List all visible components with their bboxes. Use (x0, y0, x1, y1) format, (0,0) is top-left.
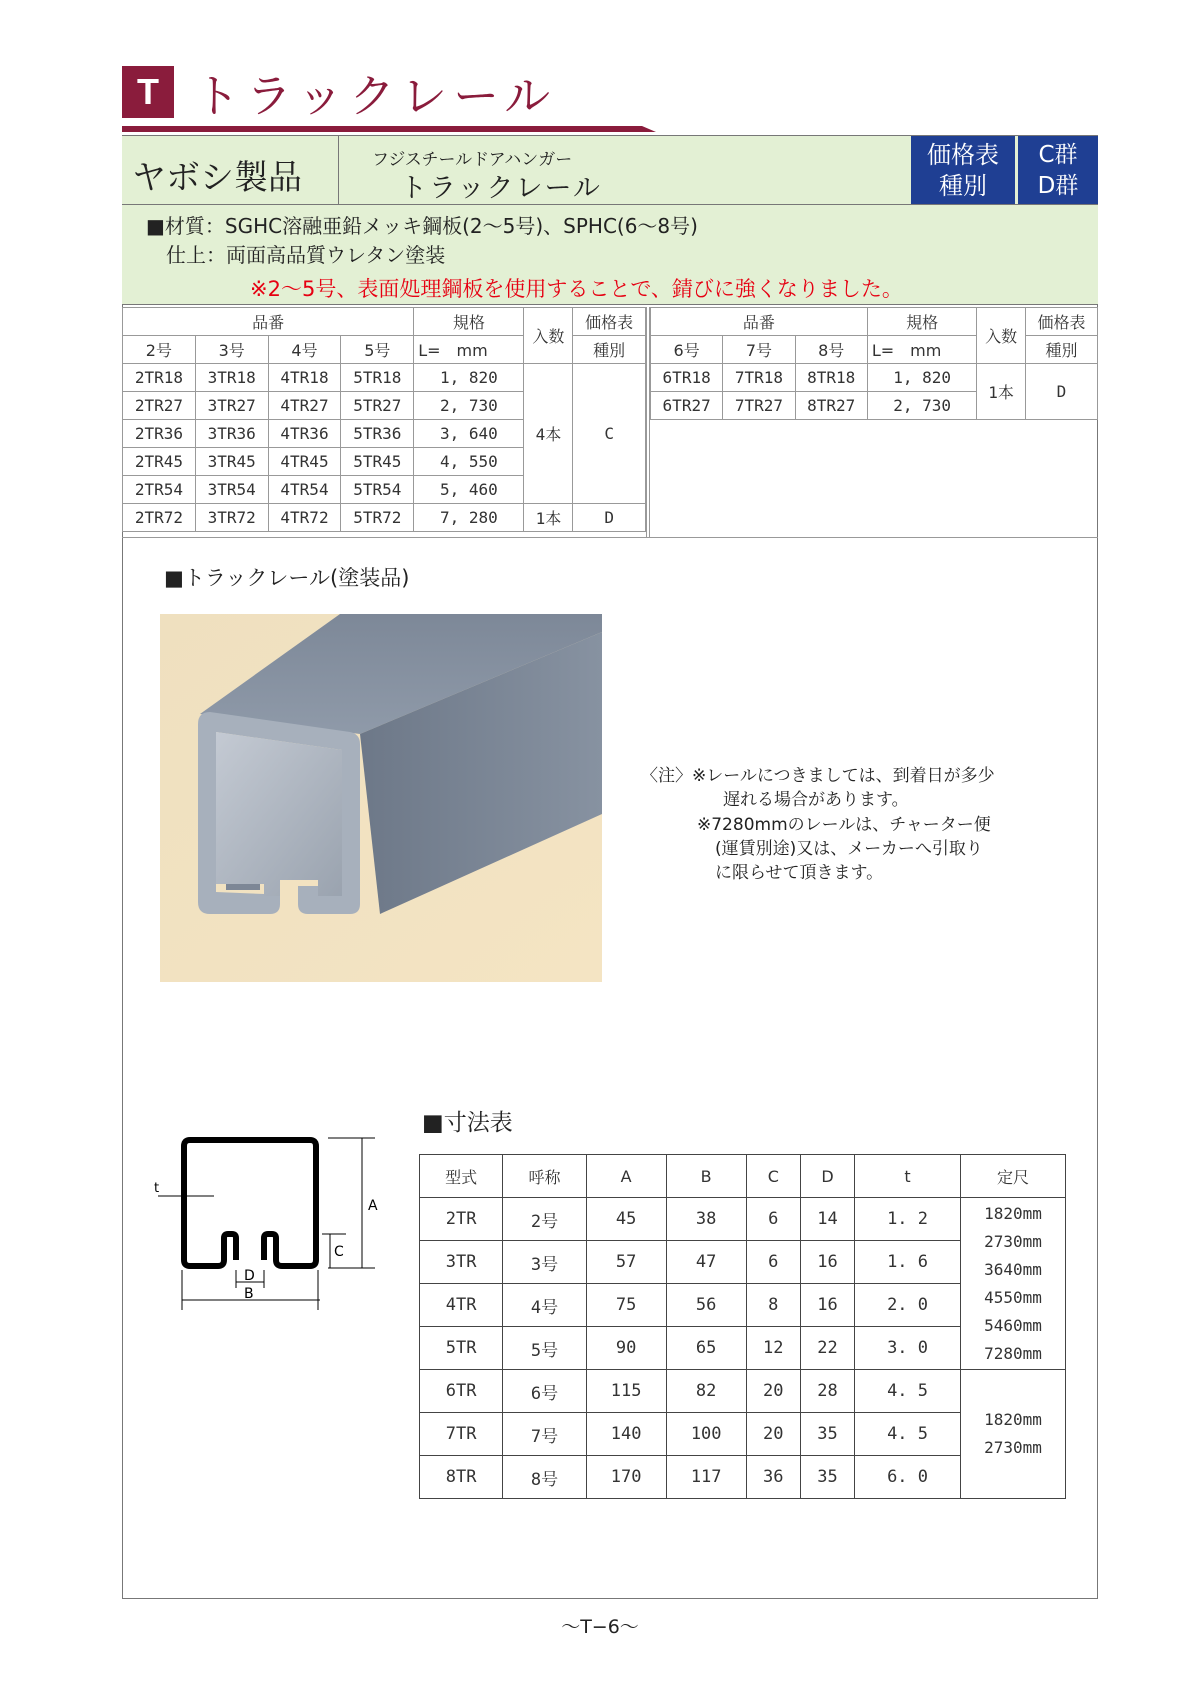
cell: 90 (586, 1327, 666, 1370)
price-label-line1: 価格表 (927, 141, 999, 169)
header-irisu: 入数 (977, 308, 1026, 364)
price-groups (1018, 136, 1098, 204)
price-group-c: C群 (1038, 142, 1078, 168)
qty-cell: 4本 (524, 364, 573, 504)
cell: 6 (746, 1241, 800, 1284)
header-kikaku: 規格 (867, 308, 977, 336)
header-price2: 種別 (1025, 336, 1097, 364)
cell: 20 (746, 1413, 800, 1456)
cell: 47 (666, 1241, 746, 1284)
cell: 6TR27 (651, 392, 723, 420)
note-line: 〈注〉※レールにつきましては、到着日が多少 (641, 766, 995, 786)
label-c: C (334, 1244, 344, 1260)
col-header: C (746, 1155, 800, 1198)
note-line: ※7280mmのレールは、チャーター便 (697, 815, 991, 835)
label-a: A (368, 1198, 378, 1214)
header-size: 5号 (341, 336, 414, 364)
length-value: 3640mm (984, 1259, 1042, 1279)
track-rail-photo (160, 614, 602, 982)
header-length: L= mm (414, 336, 524, 364)
cell: 35 (800, 1413, 854, 1456)
price-cell: C (573, 364, 646, 504)
price-label-line2: 種別 (939, 172, 987, 200)
cell: 2, 730 (867, 392, 977, 420)
product-subtitle: フジスチールドアハンガー (372, 150, 573, 170)
cell: 16 (800, 1284, 854, 1327)
cell: 100 (666, 1413, 746, 1456)
cell: 3TR18 (195, 364, 268, 392)
cell: 3. 0 (855, 1327, 961, 1370)
dimension-table (419, 1154, 1066, 1499)
material-note: ※2〜5号、表面処理鋼板を使用することで、錆びに強くなりました。 (250, 277, 903, 301)
cell: 2号 (503, 1198, 586, 1241)
qty-cell: 1本 (977, 364, 1026, 420)
col-header: A (586, 1155, 666, 1198)
standard-lengths-cell (961, 1370, 1066, 1499)
cell: 4TR54 (268, 476, 341, 504)
title-underline (122, 126, 642, 132)
cell: 5, 460 (414, 476, 524, 504)
cell: 4TR27 (268, 392, 341, 420)
finish-line: 仕上：両面高品質ウレタン塗装 (166, 243, 446, 267)
note-line: 遅れる場合があります。 (723, 790, 909, 810)
cell: 16 (800, 1241, 854, 1284)
header-price1: 価格表 (573, 308, 646, 336)
cell: 6号 (503, 1370, 586, 1413)
header-size: 3号 (195, 336, 268, 364)
cell: 56 (666, 1284, 746, 1327)
maker-name: ヤボシ製品 (132, 158, 302, 198)
cell: 5TR45 (341, 448, 414, 476)
cell: 36 (746, 1456, 800, 1499)
cell: 4. 5 (855, 1370, 961, 1413)
cell: 2. 0 (855, 1284, 961, 1327)
cell: 35 (800, 1456, 854, 1499)
header-size: 8号 (795, 336, 867, 364)
cell: 75 (586, 1284, 666, 1327)
cell: 57 (586, 1241, 666, 1284)
cell: 14 (800, 1198, 854, 1241)
photo-heading: ■トラックレール(塗装品) (164, 566, 410, 590)
header-price2: 種別 (573, 336, 646, 364)
table-bottom-line (122, 537, 1098, 538)
cell: 4TR36 (268, 420, 341, 448)
cell: 4. 5 (855, 1413, 961, 1456)
cell: 2TR72 (123, 504, 196, 532)
cell: 2, 730 (414, 392, 524, 420)
cell: 82 (666, 1370, 746, 1413)
price-type-label (911, 136, 1015, 204)
label-b: B (244, 1286, 254, 1302)
cell: 65 (666, 1327, 746, 1370)
section-badge: T (122, 66, 174, 118)
cell: 4TR18 (268, 364, 341, 392)
material-line: ■材質：SGHC溶融亜鉛メッキ鋼板(2〜5号)、SPHC(6〜8号) (146, 214, 698, 238)
cell: 12 (746, 1327, 800, 1370)
cell: 170 (586, 1456, 666, 1499)
cell: 4, 550 (414, 448, 524, 476)
header-kikaku: 規格 (414, 308, 524, 336)
cell: 6TR18 (651, 364, 723, 392)
cell: 6 (746, 1198, 800, 1241)
price-cell: D (573, 504, 646, 532)
cell: 8 (746, 1284, 800, 1327)
cell: 3TR72 (195, 504, 268, 532)
col-header: 型式 (420, 1155, 503, 1198)
note-block-2 (697, 813, 991, 885)
label-d: D (244, 1268, 255, 1284)
note-line: に限らせて頂きます。 (715, 863, 884, 883)
cell: 1. 6 (855, 1241, 961, 1284)
table-row (651, 364, 1098, 392)
header-size: 2号 (123, 336, 196, 364)
cell: 8号 (503, 1456, 586, 1499)
cell: 2TR36 (123, 420, 196, 448)
header-size: 7号 (723, 336, 795, 364)
table-row (123, 504, 646, 532)
spec-table-2-5 (122, 307, 646, 532)
qty-cell: 1本 (524, 504, 573, 532)
length-value: 1820mm (984, 1410, 1042, 1429)
cell: 5TR72 (341, 504, 414, 532)
price-cell: D (1025, 364, 1097, 420)
header-hinban: 品番 (123, 308, 414, 336)
cell: 8TR (420, 1456, 503, 1499)
note-line: (運賃別途)又は、メーカーへ引取り (715, 839, 983, 859)
cell: 3TR45 (195, 448, 268, 476)
table-row (420, 1198, 1066, 1241)
cell: 6. 0 (855, 1456, 961, 1499)
cell: 7TR (420, 1413, 503, 1456)
cell: 5TR (420, 1327, 503, 1370)
length-value: 7280mm (984, 1343, 1042, 1363)
cell: 5号 (503, 1327, 586, 1370)
cell: 6TR (420, 1370, 503, 1413)
label-t: t (154, 1181, 160, 1196)
col-header: 定尺 (961, 1155, 1066, 1198)
col-header: D (800, 1155, 854, 1198)
cell: 3号 (503, 1241, 586, 1284)
length-value: 1820mm (984, 1203, 1042, 1223)
product-name: トラックレール (400, 173, 602, 204)
cell: 3TR36 (195, 420, 268, 448)
cell: 2TR18 (123, 364, 196, 392)
rail-cross-section-diagram (150, 1110, 420, 1340)
cell: 4TR45 (268, 448, 341, 476)
cell: 7号 (503, 1413, 586, 1456)
cell: 22 (800, 1327, 854, 1370)
cell: 8TR27 (795, 392, 867, 420)
header-hinban: 品番 (651, 308, 868, 336)
cell: 4TR72 (268, 504, 341, 532)
cell: 1. 2 (855, 1198, 961, 1241)
cell: 20 (746, 1370, 800, 1413)
cell: 3, 640 (414, 420, 524, 448)
col-header: t (855, 1155, 961, 1198)
cell: 8TR18 (795, 364, 867, 392)
header-length: L= mm (867, 336, 977, 364)
cell: 7TR18 (723, 364, 795, 392)
cell: 2TR27 (123, 392, 196, 420)
header-irisu: 入数 (524, 308, 573, 364)
cell: 2TR45 (123, 448, 196, 476)
cell: 38 (666, 1198, 746, 1241)
cell: 2TR54 (123, 476, 196, 504)
col-header: B (666, 1155, 746, 1198)
divider (338, 136, 339, 204)
page-title: トラックレール (194, 69, 557, 123)
cell: 115 (586, 1370, 666, 1413)
cell: 1, 820 (414, 364, 524, 392)
length-value: 2730mm (984, 1438, 1042, 1457)
cell: 5TR36 (341, 420, 414, 448)
length-value: 5460mm (984, 1315, 1042, 1335)
cell: 117 (666, 1456, 746, 1499)
length-value: 4550mm (984, 1287, 1042, 1307)
cell: 7TR27 (723, 392, 795, 420)
spec-table-6-8 (650, 307, 1098, 420)
table-row (123, 364, 646, 392)
col-header: 呼称 (503, 1155, 586, 1198)
table-row (420, 1370, 1066, 1413)
dimension-heading: ■寸法表 (422, 1110, 513, 1136)
cell: 7, 280 (414, 504, 524, 532)
cell: 4号 (503, 1284, 586, 1327)
page-number: 〜T−6〜 (561, 1616, 639, 1638)
standard-lengths-cell (961, 1198, 1066, 1370)
cell: 140 (586, 1413, 666, 1456)
cell: 1, 820 (867, 364, 977, 392)
cell: 45 (586, 1198, 666, 1241)
cell: 2TR (420, 1198, 503, 1241)
header-price1: 価格表 (1025, 308, 1097, 336)
note-block-1 (641, 764, 995, 812)
header-size: 6号 (651, 336, 723, 364)
cell: 3TR54 (195, 476, 268, 504)
header-size: 4号 (268, 336, 341, 364)
cell: 4TR (420, 1284, 503, 1327)
cell: 28 (800, 1370, 854, 1413)
length-value: 2730mm (984, 1231, 1042, 1251)
price-group-d: D群 (1037, 173, 1079, 199)
cell: 5TR27 (341, 392, 414, 420)
cell: 3TR (420, 1241, 503, 1284)
cell: 5TR18 (341, 364, 414, 392)
cell: 5TR54 (341, 476, 414, 504)
cell: 3TR27 (195, 392, 268, 420)
